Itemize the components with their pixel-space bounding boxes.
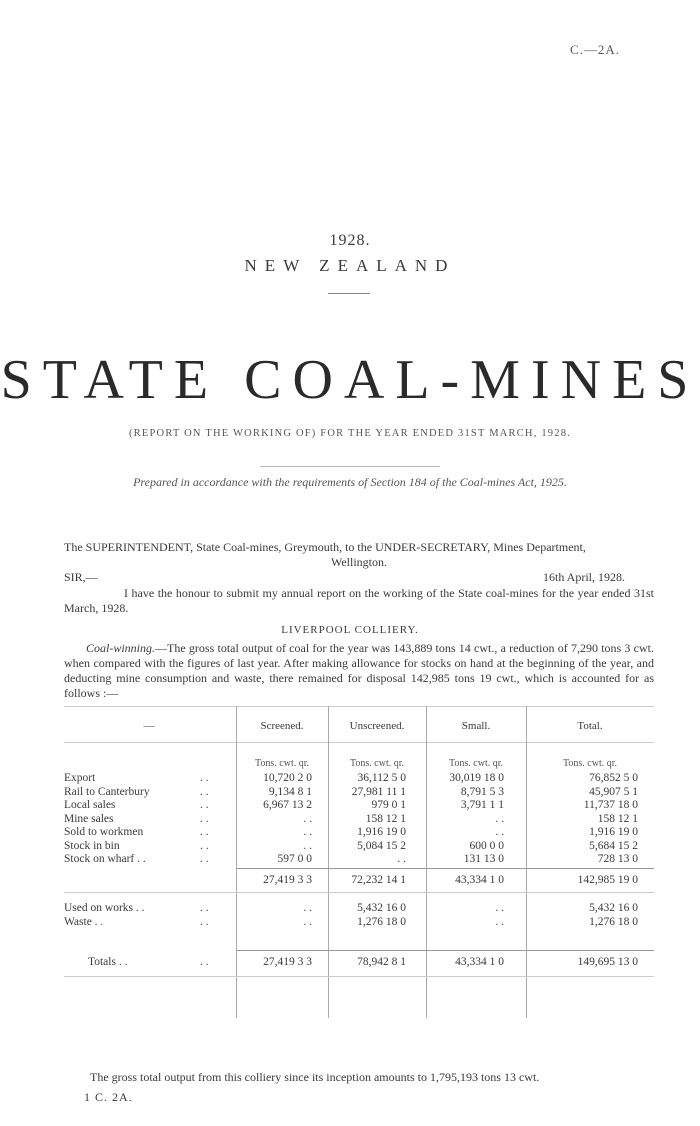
totals-unscreened: 78,942 8 1 — [357, 956, 406, 968]
subtotal-unscreened: 72,232 14 1 — [351, 874, 406, 886]
subtotal-rule — [236, 868, 654, 869]
cell-unscreened: 5,432 16 0 — [357, 902, 406, 914]
units-small: Tons. cwt. qr. — [448, 758, 504, 769]
cell-screened: 10,720 2 0 — [263, 772, 312, 784]
column-divider — [236, 706, 237, 1018]
cell-small: 30,019 18 0 — [449, 772, 504, 784]
cell-small: 3,791 1 1 — [460, 799, 504, 811]
cell-screened: . . — [303, 812, 312, 825]
cell-small: 131 13 0 — [463, 853, 504, 865]
letter-address — [64, 540, 654, 570]
cell-total: 728 13 0 — [597, 853, 638, 865]
salutation: SIR,— — [64, 570, 98, 584]
cell-small: . . — [495, 915, 504, 928]
subtotal-bottom-rule — [64, 892, 654, 893]
cell-total: 5,684 15 2 — [589, 839, 638, 852]
cell-small: 8,791 5 3 — [460, 785, 504, 798]
paragraph-lead: Coal-winning. — [86, 641, 156, 655]
column-divider — [526, 706, 527, 1018]
row-dots: . . — [200, 915, 209, 928]
header-rule — [64, 742, 654, 743]
cell-unscreened: 1,916 19 0 — [357, 826, 406, 838]
cell-small: . . — [495, 902, 504, 914]
country-heading: NEW ZEALAND — [244, 256, 456, 275]
cell-small: 600 0 0 — [469, 839, 504, 852]
row-label: Stock on wharf . . — [64, 853, 146, 865]
cell-unscreened: 1,276 18 0 — [357, 915, 406, 928]
row-dots: . . — [200, 902, 209, 914]
cell-unscreened: 158 12 1 — [365, 812, 406, 825]
cell-unscreened: 979 0 1 — [371, 799, 406, 811]
cell-total: 45,907 5 1 — [589, 785, 638, 798]
row-dots: . . — [200, 839, 209, 852]
units-unscreened: Tons. cwt. qr. — [349, 758, 405, 769]
row-label: Rail to Canterbury — [64, 785, 150, 798]
address-line-1: The SUPERINTENDENT, State Coal-mines, Greymouth, to the UNDER-SECRETARY, Mines Department, — [64, 540, 586, 554]
row-label: Export — [64, 772, 96, 784]
totals-label: Totals . . — [88, 956, 128, 968]
row-label: Waste . . — [64, 915, 104, 928]
cell-total: 5,432 16 0 — [589, 902, 638, 914]
row-label: Used on works . . — [64, 902, 145, 914]
gross-total-note: The gross total output from this colliery since its inception amounts to 1,795,193 tons 13 cwt. — [90, 1070, 540, 1084]
subtotal-screened: 27,419 3 3 — [263, 874, 312, 886]
paragraph-text: —The gross total output of coal for the year was 143,889 tons 14 cwt., a reduction of 7,290 tons 3 cwt. when compared with the figures of last year. After making allowance for stocks on hand at the beginning of the year, and deducting mine consumption and waste, there remained for disposal 142,985 tons 19 cwt., which is accounted for as follows :— — [64, 641, 654, 700]
cell-screened: . . — [303, 839, 312, 852]
column-divider — [426, 706, 427, 1018]
cell-unscreened: . . — [397, 853, 406, 865]
report-year: 1928. — [329, 232, 371, 249]
cell-small: . . — [495, 826, 504, 838]
cell-total: 158 12 1 — [597, 812, 638, 825]
table-bottom-rule — [64, 976, 654, 977]
row-dots: . . — [200, 812, 209, 825]
divider-rule — [328, 293, 370, 294]
cell-screened: 9,134 8 1 — [268, 785, 312, 798]
section-heading: LIVERPOOL COLLIERY. — [281, 624, 419, 636]
cell-screened: . . — [303, 915, 312, 928]
document-subtitle: (REPORT ON THE WORKING OF) FOR THE YEAR ENDED 31ST MARCH, 1928. — [128, 428, 571, 439]
divider-rule — [260, 466, 440, 467]
totals-small: 43,334 1 0 — [455, 956, 504, 968]
cell-unscreened: 36,112 5 0 — [357, 772, 406, 784]
header-total: Total. — [577, 720, 603, 732]
header-small: Small. — [461, 720, 491, 732]
table-top-rule — [64, 706, 654, 707]
header-screened: Screened. — [260, 720, 304, 732]
row-dots: . . — [200, 799, 209, 811]
row-dots: . . — [200, 772, 209, 784]
subtotal-small: 43,334 1 0 — [455, 874, 504, 886]
units-screened: Tons. cwt. qr. — [254, 758, 310, 769]
cell-small: . . — [495, 812, 504, 825]
row-label: Stock in bin — [64, 839, 120, 852]
row-label: Sold to workmen — [64, 826, 144, 838]
row-dots: . . — [200, 826, 209, 838]
row-label: Local sales — [64, 799, 116, 811]
units-total: Tons. cwt. qr. — [562, 758, 618, 769]
totals-rule — [236, 950, 654, 951]
cell-screened: 6,967 13 2 — [263, 799, 312, 811]
intro-paragraph: I have the honour to submit my annual report on the working of the State coal-mines for the year ended 31st March, 1928. — [64, 586, 654, 615]
cell-unscreened: 5,084 15 2 — [357, 839, 406, 852]
cell-total: 11,737 18 0 — [583, 799, 638, 811]
totals-dots: . . — [200, 956, 209, 968]
row-label: Mine sales — [64, 812, 114, 825]
cell-total: 1,276 18 0 — [589, 915, 638, 928]
row-dots: . . — [200, 785, 209, 798]
coal-winning-paragraph — [64, 641, 654, 701]
totals-screened: 27,419 3 3 — [263, 956, 312, 968]
cell-total: 76,852 5 0 — [589, 772, 638, 784]
header-unscreened: Unscreened. — [349, 720, 405, 732]
subtotal-total: 142,985 19 0 — [577, 874, 638, 886]
column-divider — [328, 706, 329, 1018]
letter-date: 16th April, 1928. — [542, 570, 625, 584]
row-dots: . . — [200, 853, 209, 865]
cell-unscreened: 27,981 11 1 — [351, 785, 406, 798]
cell-screened: . . — [303, 902, 312, 914]
address-line-2: Wellington. — [330, 555, 388, 569]
document-title: STATE COAL-MINES — [0, 349, 700, 411]
paper-code: C.—2A. — [569, 42, 620, 57]
header-blank: — — [143, 720, 155, 732]
totals-total: 149,695 13 0 — [577, 956, 638, 968]
cell-screened: . . — [303, 826, 312, 838]
footer-code: 1 C. 2A. — [84, 1090, 133, 1104]
cell-total: 1,916 19 0 — [589, 826, 638, 838]
cell-screened: 597 0 0 — [277, 853, 312, 865]
prepared-note: Prepared in accordance with the requirements of Section 184 of the Coal-mines Act, 1925. — [133, 475, 567, 489]
